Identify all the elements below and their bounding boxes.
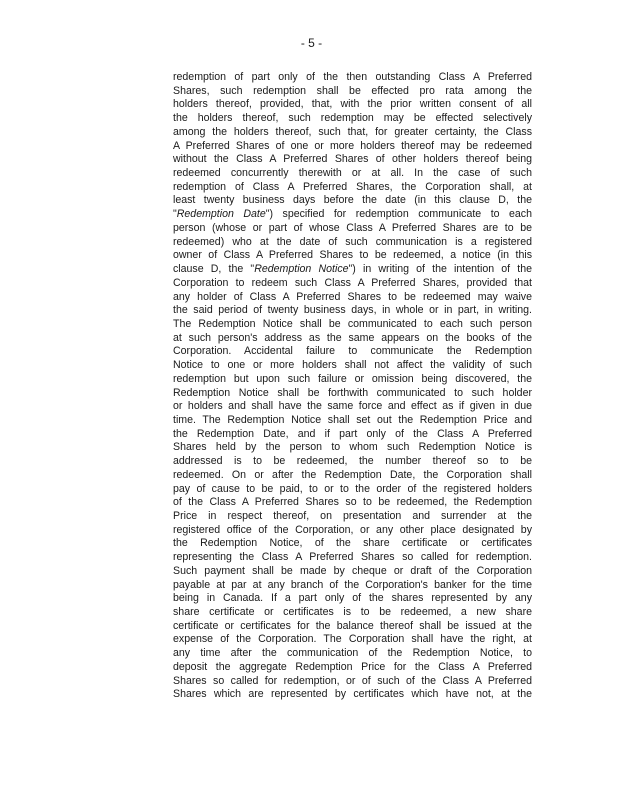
text-line: payable at par at any branch of the Corporation's banker for the time	[173, 578, 532, 591]
text-line: the Redemption Date, and if part only of the Class A Preferred	[173, 427, 532, 440]
text-line: registered office of the Corporation, or any other place designated by	[173, 523, 532, 536]
text-line: Such payment shall be made by cheque or draft of the Corporation	[173, 564, 532, 577]
text-line: expense of the Corporation. The Corporation shall have the right, at	[173, 633, 532, 646]
text-line: A Preferred Shares of one or more holders thereof may be redeemed	[173, 139, 532, 152]
text-line: Corporation. Accidental failure to communicate the Redemption	[173, 345, 532, 358]
text-line: Shares held by the person to whom such Redemption Notice is	[173, 441, 532, 454]
text-line: share certificate or certificates is to be redeemed, a new share	[173, 606, 532, 619]
text-line: least twenty business days before the date (in this clause D, the	[173, 194, 532, 207]
body-paragraph	[173, 71, 532, 702]
text-line: addressed is to be redeemed, the number thereof so to be	[173, 455, 532, 468]
text-line: Redemption Notice shall be forthwith communicated to such holder	[173, 386, 532, 399]
text-line: deposit the aggregate Redemption Price for the Class A Preferred	[173, 660, 532, 673]
text-line: among the holders thereof, such that, for greater certainty, the Class	[173, 125, 532, 138]
text-line: Price in respect thereof, on presentation and surrender at the	[173, 510, 532, 522]
text-line: representing the Class A Preferred Shares so called for redemption.	[173, 551, 532, 564]
text-line: redeemed) who at the date of such communication is a registered	[173, 235, 532, 248]
text-line: The Redemption Notice shall be communicated to each such person	[173, 317, 532, 330]
text-line: being in Canada. If a part only of the shares represented by any	[173, 592, 532, 605]
text-line: redemption of Class A Preferred Shares, the Corporation shall, at	[173, 180, 532, 193]
text-line: any time after the communication of the Redemption Notice, to	[173, 647, 532, 660]
defined-term: Redemption Date	[176, 208, 266, 221]
text-line: at such person's address as the same appears on the books of the	[173, 331, 532, 344]
text-line: redemption of part only of the then outstanding Class A Preferred	[173, 71, 532, 83]
text-line: time. The Redemption Notice shall set out the Redemption Price and	[173, 413, 532, 426]
text-line: redemption but upon such failure or omission being discovered, the	[173, 372, 532, 385]
text-line: the said period of twenty business days, in whole or in part, in writing.	[173, 304, 532, 317]
text-line: owner of Class A Preferred Shares to be redeemed, a notice (in this	[173, 249, 532, 262]
text-line: certificate or certificates for the balance thereof shall be issued at the	[173, 619, 532, 632]
text-line: Shares which are represented by certificates which have not, at the	[173, 688, 532, 701]
text-line: holders thereof, provided, that, with the prior written consent of all	[173, 98, 532, 111]
text-line: Corporation to redeem such Class A Preferred Shares, provided that	[173, 276, 532, 289]
page-number: - 5 -	[300, 36, 323, 50]
text-line: of the Class A Preferred Shares so to be redeemed, the Redemption	[173, 496, 532, 509]
defined-term: Redemption Notice	[254, 263, 349, 276]
text-line: the holders thereof, such redemption may be effected selectively	[173, 112, 532, 125]
text-line: the Redemption Notice, of the share certificate or certificates	[173, 537, 532, 550]
text-line: or holders and shall have the same force and effect as if given in due	[173, 400, 532, 413]
text-line: redeemed. On or after the Redemption Date, the Corporation shall	[173, 468, 532, 481]
text-line: Shares so called for redemption, or of such of the Class A Preferred	[173, 674, 532, 687]
text-line: "Redemption Date") specified for redemption communicate to each	[173, 208, 532, 221]
text-line: any holder of Class A Preferred Shares to be redeemed may waive	[173, 290, 532, 303]
text-line: redeemed concurrently therewith or at all. In the case of such	[173, 167, 532, 180]
text-line: without the Class A Preferred Shares of other holders thereof being	[173, 153, 532, 166]
text-line: pay of cause to be paid, to or to the order of the registered holders	[173, 482, 532, 495]
text-line: clause D, the "Redemption Notice") in writing of the intention of the	[173, 263, 532, 276]
text-line: Notice to one or more holders shall not affect the validity of such	[173, 359, 532, 372]
text-line: person (whose or part of whose Class A Preferred Shares are to be	[173, 221, 532, 234]
text-line: Shares, such redemption shall be effected pro rata among the	[173, 84, 532, 97]
